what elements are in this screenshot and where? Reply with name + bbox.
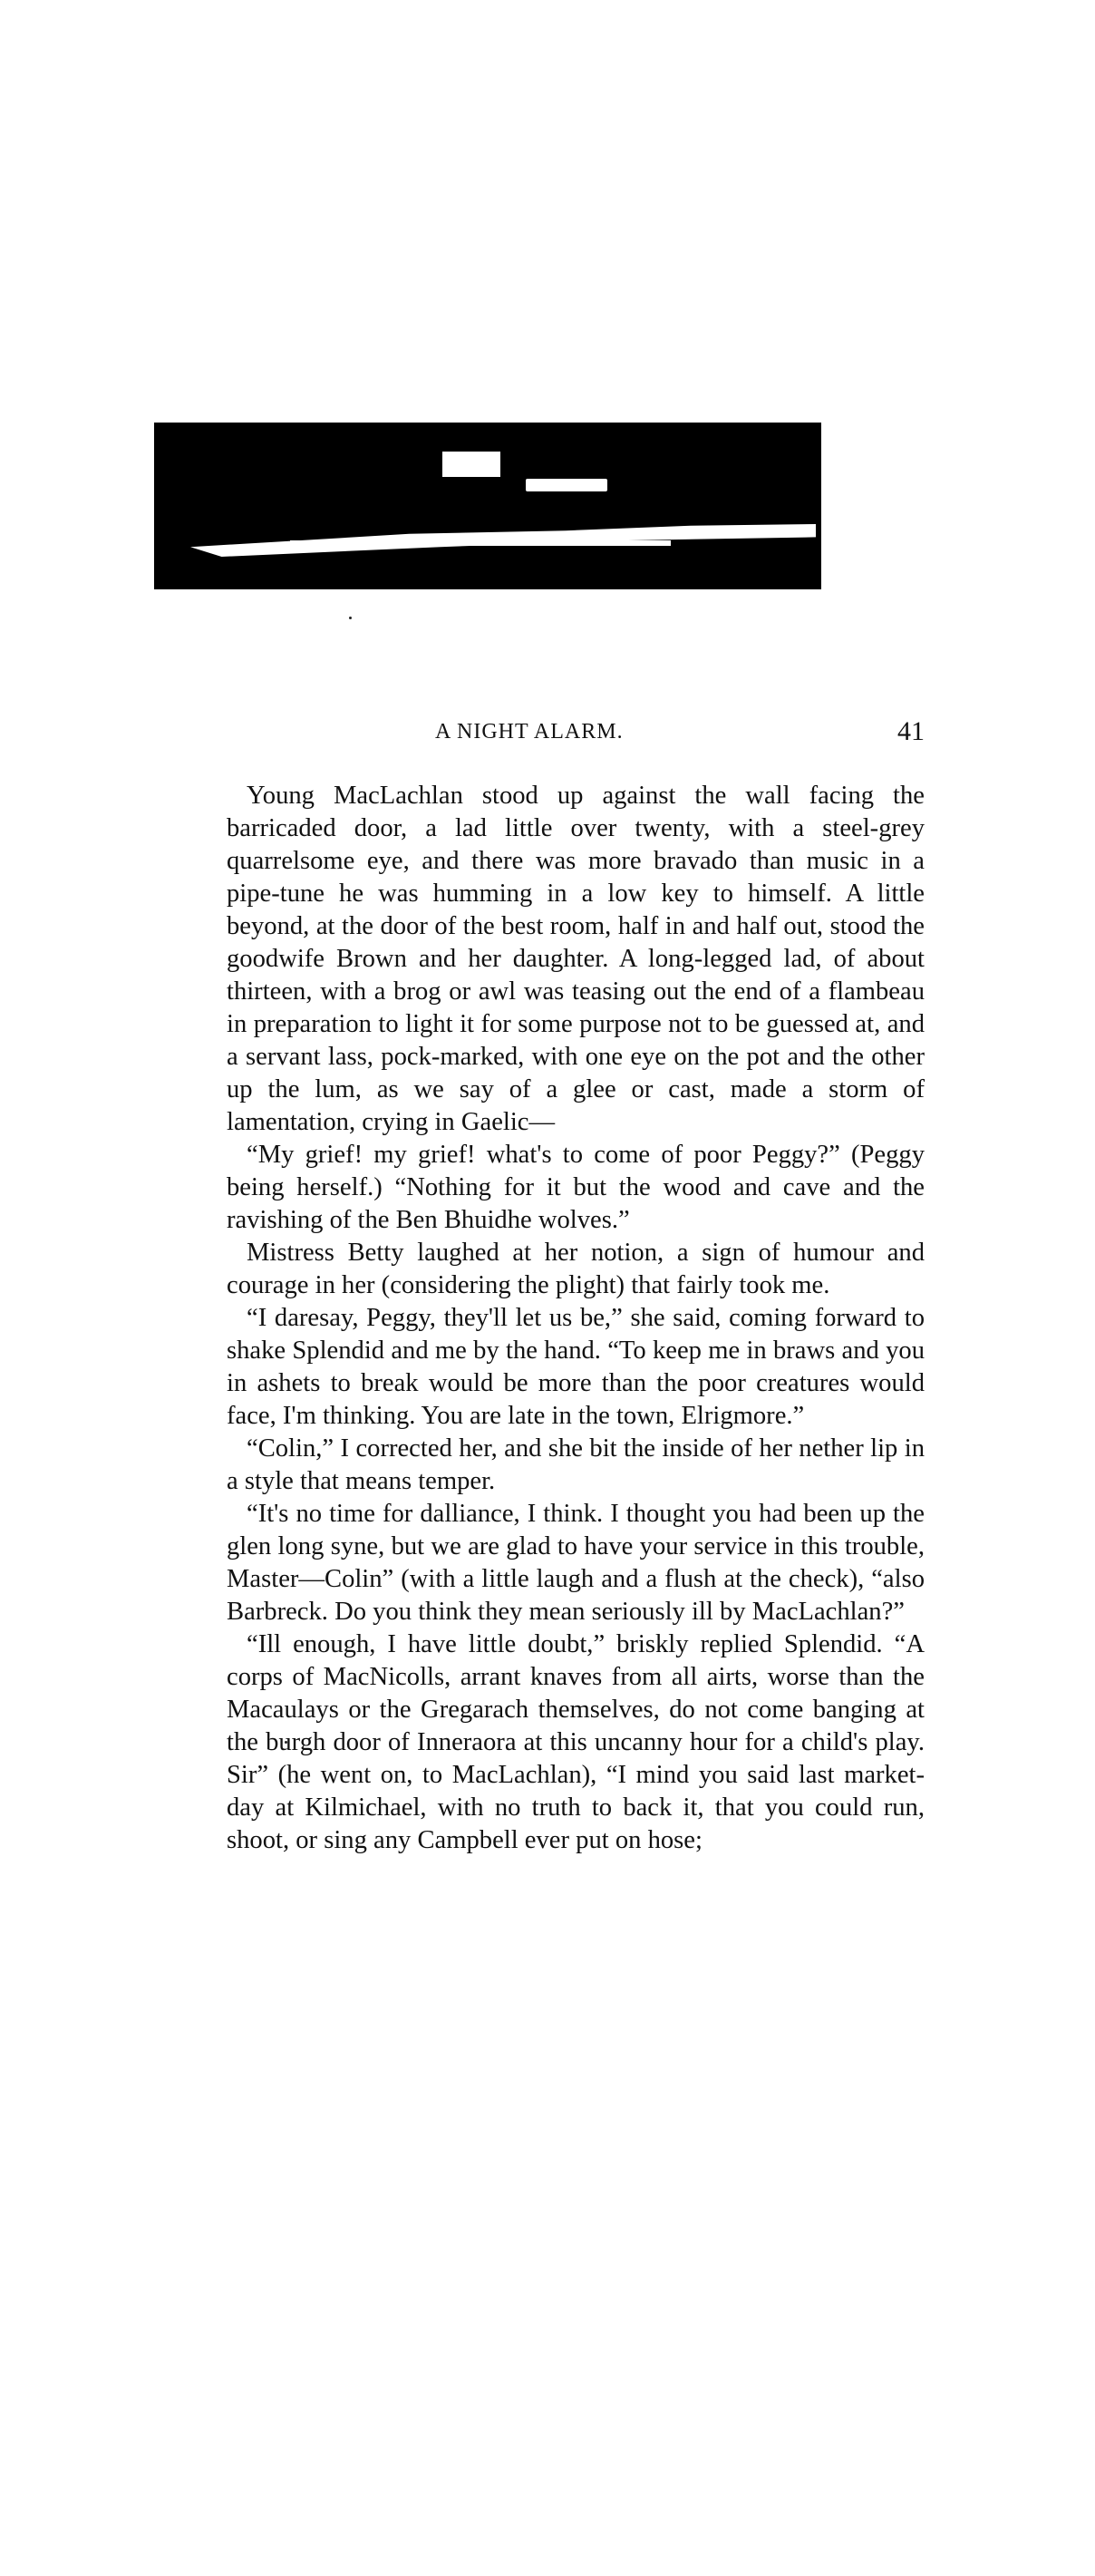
scanned-header-artifact [154, 423, 821, 589]
scan-speck [349, 617, 352, 619]
paragraph: Young MacLachlan stood up against the wall facing the barricaded door, a lad little over twenty, with a steel-grey quarrelsome eye, and there was more bravado than music in a pipe-tune he was humming in a low key to himself. A little beyond, at the door of the best room, half in and half out, stood the goodwife Brown and her daughter. A long-legged lad, of about thirteen, with a brog or awl was teasing out the end of a flambeau in preparation to light it for some purpose not to be guessed at, and a servant lass, pock-marked, with one eye on the pot and the other up the lum, as we say of a glee or cast, made a storm of lamentation, crying in Gaelic— [227, 782, 925, 1136]
paragraph: “Colin,” I corrected her, and she bit the inside of her nether lip in a style that means temper. [227, 1434, 925, 1495]
text-body [227, 780, 925, 1857]
scan-highlight [526, 479, 607, 491]
paragraph: Mistress Betty laughed at her notion, a sign of humour and courage in her (considering the plight) that fairly took me. [227, 1239, 925, 1299]
running-head [227, 716, 925, 756]
scan-highlight [290, 540, 671, 546]
running-title: A NIGHT ALARM. [435, 720, 624, 744]
page-number: 41 [897, 716, 925, 746]
paragraph: “Ill enough, I have little doubt,” briskly replied Splendid. “A corps of MacNicolls, arrant knaves from all airts, worse than the Macaulays or the Gregarach themselves, do not come banging at the burgh door of Inneraora at this uncanny hour for a child's play. Sir” (he went on, to MacLachlan), “I mind you said last market-day at Kilmichael, with no truth to back it, that you could run, shoot, or sing any Campbell ever put on hose; [227, 1630, 925, 1854]
paragraph: “I daresay, Peggy, they'll let us be,” she said, coming forward to shake Splendid and me by the hand. “To keep me in braws and you in ashets to break would be more than the poor creatures would face, I'm thinking. You are late in the town, Elrigmore.” [227, 1304, 925, 1430]
paragraph: “It's no time for dalliance, I think. I thought you had been up the glen long syne, but we are glad to have your service in this trouble, Master—Colin” (with a little laugh and a flush at the check), “also Barbreck. Do you think they mean seriously ill by MacLachlan?” [227, 1500, 925, 1626]
paragraph: “My grief! my grief! what's to come of poor Peggy?” (Peggy being herself.) “Nothing for it but the wood and cave and the ravishing of the Ben Bhuidhe wolves.” [227, 1141, 925, 1234]
scan-highlight [442, 452, 500, 477]
